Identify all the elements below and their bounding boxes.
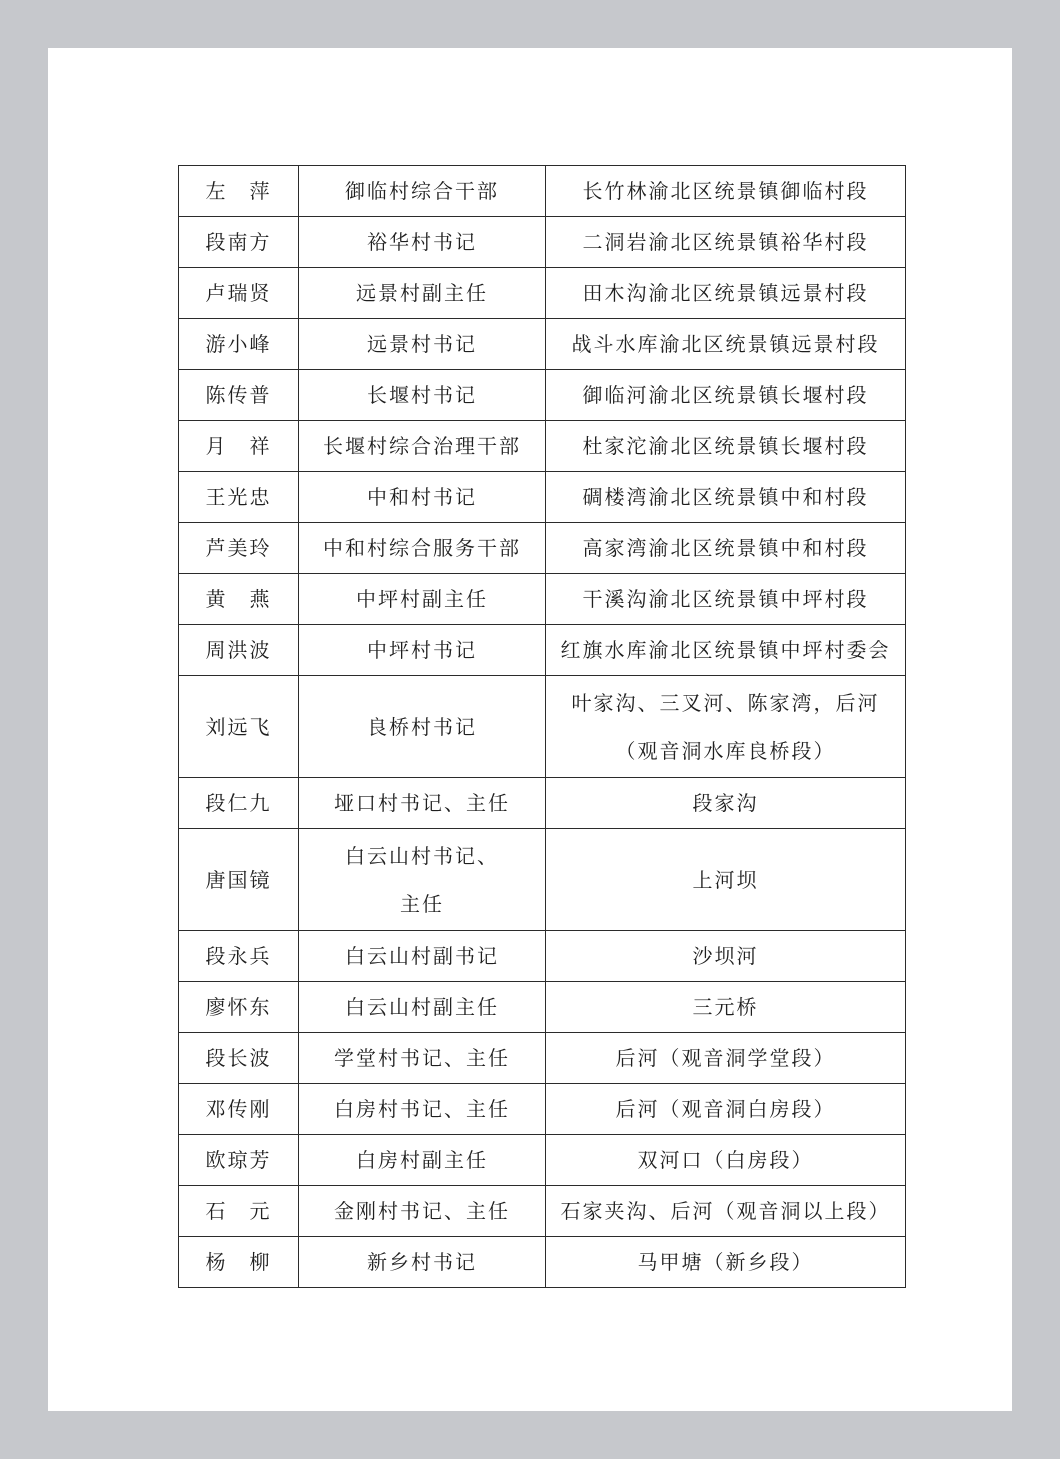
name-cell: 石 元 xyxy=(179,1186,299,1237)
role-cell: 白云山村书记、主任 xyxy=(299,829,546,931)
role-cell: 金刚村书记、主任 xyxy=(299,1186,546,1237)
role-cell: 白云山村副主任 xyxy=(299,982,546,1033)
location-cell: 杜家沱渝北区统景镇长堰村段 xyxy=(546,421,906,472)
table-row xyxy=(179,982,906,1033)
table-row xyxy=(179,625,906,676)
location-cell: 后河（观音洞学堂段） xyxy=(546,1033,906,1084)
role-cell: 新乡村书记 xyxy=(299,1237,546,1288)
role-cell: 良桥村书记 xyxy=(299,676,546,778)
location-cell: 上河坝 xyxy=(546,829,906,931)
role-cell: 白云山村副书记 xyxy=(299,931,546,982)
name-cell: 陈传普 xyxy=(179,370,299,421)
role-cell: 白房村副主任 xyxy=(299,1135,546,1186)
role-cell: 中坪村副主任 xyxy=(299,574,546,625)
name-cell: 王光忠 xyxy=(179,472,299,523)
role-cell: 垭口村书记、主任 xyxy=(299,778,546,829)
table-row xyxy=(179,166,906,217)
name-cell: 游小峰 xyxy=(179,319,299,370)
table-row xyxy=(179,523,906,574)
role-cell: 学堂村书记、主任 xyxy=(299,1033,546,1084)
name-cell: 欧琼芳 xyxy=(179,1135,299,1186)
table-row xyxy=(179,217,906,268)
name-cell: 唐国镜 xyxy=(179,829,299,931)
name-cell: 周洪波 xyxy=(179,625,299,676)
role-cell: 长堰村综合治理干部 xyxy=(299,421,546,472)
location-cell: 红旗水库渝北区统景镇中坪村委会 xyxy=(546,625,906,676)
table-row xyxy=(179,829,906,931)
name-cell: 卢瑞贤 xyxy=(179,268,299,319)
name-cell: 月 祥 xyxy=(179,421,299,472)
role-cell: 白房村书记、主任 xyxy=(299,1084,546,1135)
location-cell: 后河（观音洞白房段） xyxy=(546,1084,906,1135)
table-row xyxy=(179,472,906,523)
table-row xyxy=(179,778,906,829)
location-cell: 双河口（白房段） xyxy=(546,1135,906,1186)
role-cell: 远景村书记 xyxy=(299,319,546,370)
table-row xyxy=(179,1135,906,1186)
name-cell: 左 萍 xyxy=(179,166,299,217)
name-cell: 廖怀东 xyxy=(179,982,299,1033)
table-row xyxy=(179,931,906,982)
name-cell: 段长波 xyxy=(179,1033,299,1084)
name-cell: 段永兵 xyxy=(179,931,299,982)
river-chief-table xyxy=(178,165,906,1288)
table-row xyxy=(179,676,906,778)
document-page xyxy=(48,48,1012,1411)
role-cell: 中和村综合服务干部 xyxy=(299,523,546,574)
location-cell: 马甲塘（新乡段） xyxy=(546,1237,906,1288)
table-row xyxy=(179,1237,906,1288)
table-row xyxy=(179,268,906,319)
location-cell: 碉楼湾渝北区统景镇中和村段 xyxy=(546,472,906,523)
table-row xyxy=(179,574,906,625)
table-row xyxy=(179,319,906,370)
location-cell: 战斗水库渝北区统景镇远景村段 xyxy=(546,319,906,370)
location-cell: 叶家沟、三叉河、陈家湾，后河（观音洞水库良桥段） xyxy=(546,676,906,778)
location-cell: 高家湾渝北区统景镇中和村段 xyxy=(546,523,906,574)
location-cell: 御临河渝北区统景镇长堰村段 xyxy=(546,370,906,421)
location-cell: 长竹林渝北区统景镇御临村段 xyxy=(546,166,906,217)
table-row xyxy=(179,1084,906,1135)
role-cell: 远景村副主任 xyxy=(299,268,546,319)
location-cell: 石家夹沟、后河（观音洞以上段） xyxy=(546,1186,906,1237)
table-row xyxy=(179,421,906,472)
table-row xyxy=(179,1186,906,1237)
role-cell: 长堰村书记 xyxy=(299,370,546,421)
name-cell: 杨 柳 xyxy=(179,1237,299,1288)
location-cell: 段家沟 xyxy=(546,778,906,829)
role-cell: 中坪村书记 xyxy=(299,625,546,676)
location-cell: 干溪沟渝北区统景镇中坪村段 xyxy=(546,574,906,625)
name-cell: 黄 燕 xyxy=(179,574,299,625)
name-cell: 段南方 xyxy=(179,217,299,268)
location-cell: 田木沟渝北区统景镇远景村段 xyxy=(546,268,906,319)
role-cell: 御临村综合干部 xyxy=(299,166,546,217)
table-row xyxy=(179,1033,906,1084)
name-cell: 邓传刚 xyxy=(179,1084,299,1135)
location-cell: 沙坝河 xyxy=(546,931,906,982)
name-cell: 刘远飞 xyxy=(179,676,299,778)
name-cell: 芦美玲 xyxy=(179,523,299,574)
name-cell: 段仁九 xyxy=(179,778,299,829)
role-cell: 中和村书记 xyxy=(299,472,546,523)
role-cell: 裕华村书记 xyxy=(299,217,546,268)
location-cell: 三元桥 xyxy=(546,982,906,1033)
location-cell: 二洞岩渝北区统景镇裕华村段 xyxy=(546,217,906,268)
table-row xyxy=(179,370,906,421)
